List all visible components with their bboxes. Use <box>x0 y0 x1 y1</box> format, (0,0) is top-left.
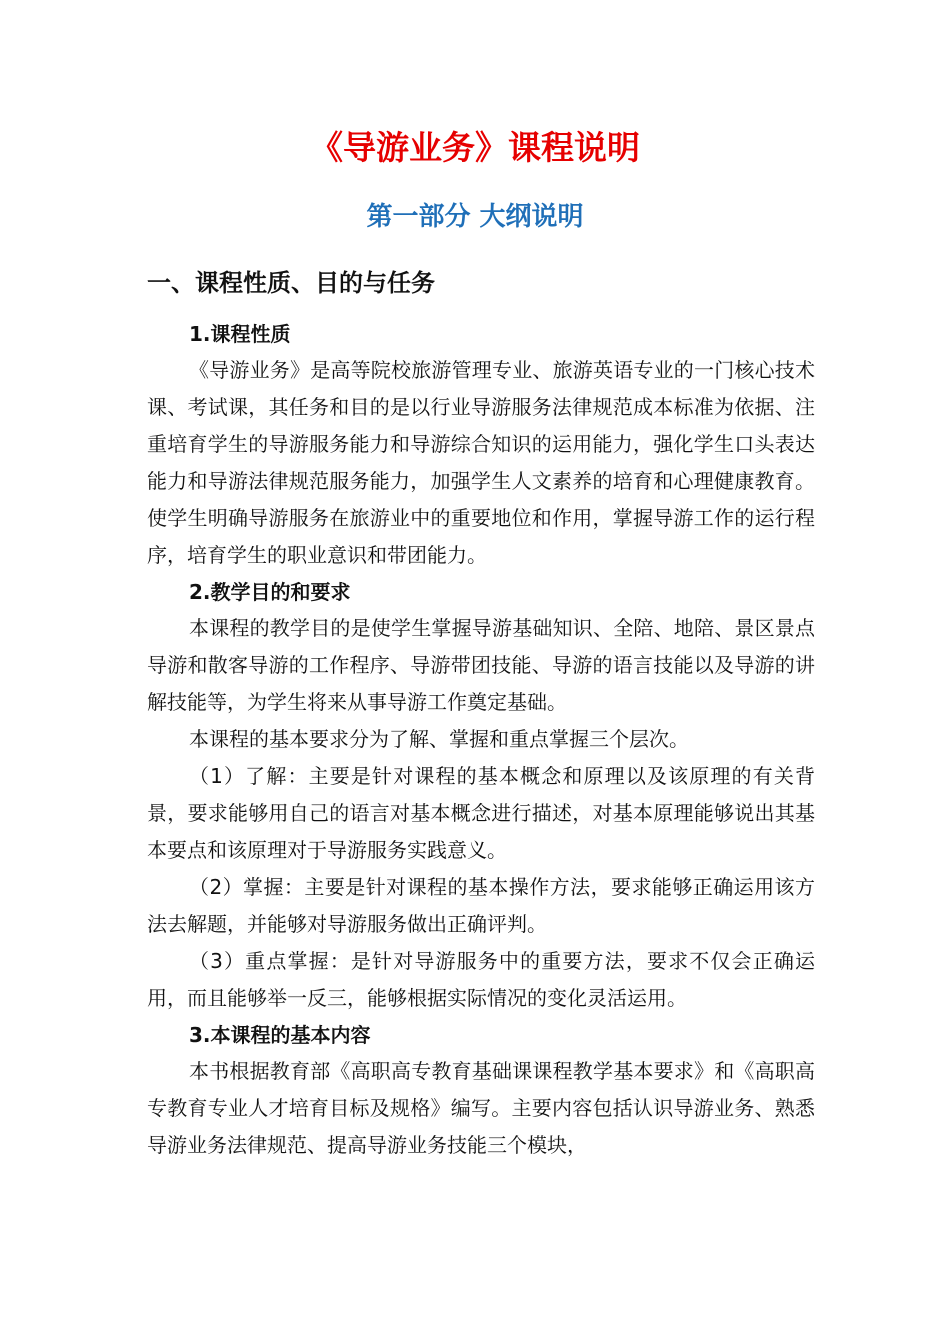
document-title: 《导游业务》课程说明 <box>310 128 640 167</box>
section-heading: 一、课程性质、目的与任务 <box>147 269 435 297</box>
subsection-heading-course-nature: 1.课程性质 <box>189 322 291 346</box>
section-body <box>147 316 815 1164</box>
paragraph-level-key-master: （3）重点掌握：是针对导游服务中的重要方法，要求不仅会正确运用，而且能够举一反三，能够根据实际情况的变化灵活运用。 <box>147 949 815 1010</box>
paragraph-level-understand: （1）了解：主要是针对课程的基本概念和原理以及该原理的有关背景，要求能够用自己的语言对基本概念进行描述，对基本原理能够说出其基本要点和该原理对于导游服务实践意义。 <box>147 764 815 862</box>
paragraph-teaching-goal: 本课程的教学目的是使学生掌握导游基础知识、全陪、地陪、景区景点导游和散客导游的工作程序、导游带团技能、导游的语言技能以及导游的讲解技能等，为学生将来从事导游工作奠定基础。 <box>147 616 815 714</box>
part-subtitle: 第一部分 大纲说明 <box>366 202 584 232</box>
paragraph-level-master: （2）掌握：主要是针对课程的基本操作方法，要求能够正确运用该方法去解题，并能够对导游服务做出正确评判。 <box>147 875 815 936</box>
paragraph-requirement-levels: 本课程的基本要求分为了解、掌握和重点掌握三个层次。 <box>189 727 689 751</box>
paragraph-course-nature: 《导游业务》是高等院校旅游管理专业、旅游英语专业的一门核心技术课、考试课，其任务和目的是以行业导游服务法律规范成本标准为依据、注重培育学生的导游服务能力和导游综合知识的运用能力，强化学生口头表达能力和导游法律规范服务能力，加强学生人文素养的培育和心理健康教育。使学生明确导游服务在旅游业中的重要地位和作用，掌握导游工作的运行程序，培育学生的职业意识和带团能力。 <box>147 358 815 567</box>
subsection-heading-teaching-goals: 2.教学目的和要求 <box>189 580 351 604</box>
paragraph-basic-content: 本书根据教育部《高职高专教育基础课课程教学基本要求》和《高职高专教育专业人才培育目标及规格》编写。主要内容包括认识导游业务、熟悉导游业务法律规范、提高导游业务技能三个模块， <box>147 1059 815 1157</box>
subsection-heading-basic-content: 3.本课程的基本内容 <box>189 1023 371 1047</box>
